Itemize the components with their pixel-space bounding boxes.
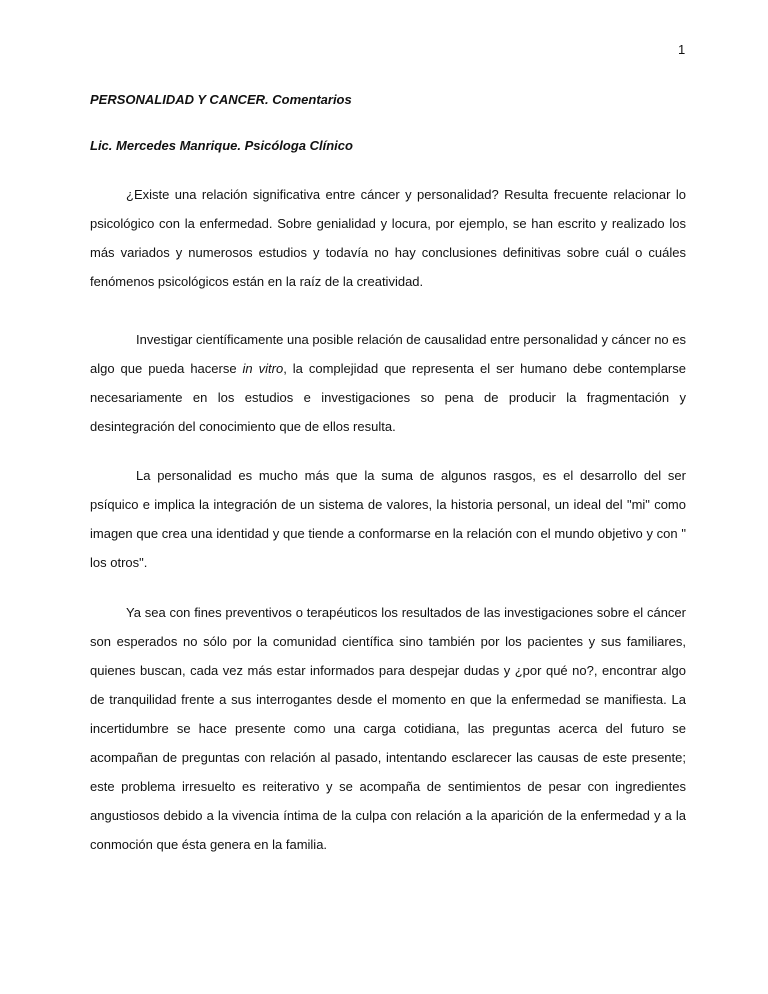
paragraph-2-text-before: Investigar científicamente una posible relación de causalidad entre personalidad y cáncer no es algo que pueda hacerse (90, 332, 686, 376)
paragraph-3: La personalidad es mucho más que la suma de algunos rasgos, es el desarrollo del ser psíquico e implica la integración de un sistema de valores, la historia personal, un ideal del "mi" como imagen que crea una identidad y que tiende a conformarse en la relación con el mundo objetivo y con " los otros". (90, 468, 686, 570)
paragraph-2-italic-term: in vitro (242, 361, 284, 376)
page-number: 1 (678, 42, 686, 57)
document-author: Lic. Mercedes Manrique. Psicóloga Clínico (90, 138, 353, 153)
paragraph-2 (90, 325, 686, 441)
paragraph-1: ¿Existe una relación significativa entre cáncer y personalidad? Resulta frecuente relacionar lo psicológico con la enfermedad. Sobre genialidad y locura, por ejemplo, se han escrito y realizado los más variados y numerosos estudios y todavía no hay conclusiones definitivas sobre cuál o cuáles fenómenos psicológicos están en la raíz de la creatividad. (90, 187, 686, 289)
document-title: PERSONALIDAD Y CANCER. Comentarios (90, 92, 352, 107)
paragraph-4: Ya sea con fines preventivos o terapéuticos los resultados de las investigaciones sobre el cáncer son esperados no sólo por la comunidad científica sino también por los pacientes y sus familiares, quienes buscan, cada vez más estar informados para despejar dudas y ¿por qué no?, encontrar algo de tranquilidad frente a sus interrogantes desde el momento en que la enfermedad se manifiesta. La incertidumbre se hace presente como una carga cotidiana, las preguntas acerca del futuro se acompañan de preguntas con relación al pasado, intentando esclarecer las causas de este presente; este problema irresuelto es reiterativo y se acompaña de sentimientos de pesar con ingredientes angustiosos debido a la vivencia íntima de la culpa con relación a la aparición de la enfermedad y a la conmoción que ésta genera en la familia. (90, 605, 686, 852)
paragraph-2-text-after: , la complejidad que representa el ser humano debe contemplarse necesariamente en los estudios e investigaciones so pena de producir la fragmentación y desintegración del conocimiento que de ellos resulta. (90, 361, 686, 434)
